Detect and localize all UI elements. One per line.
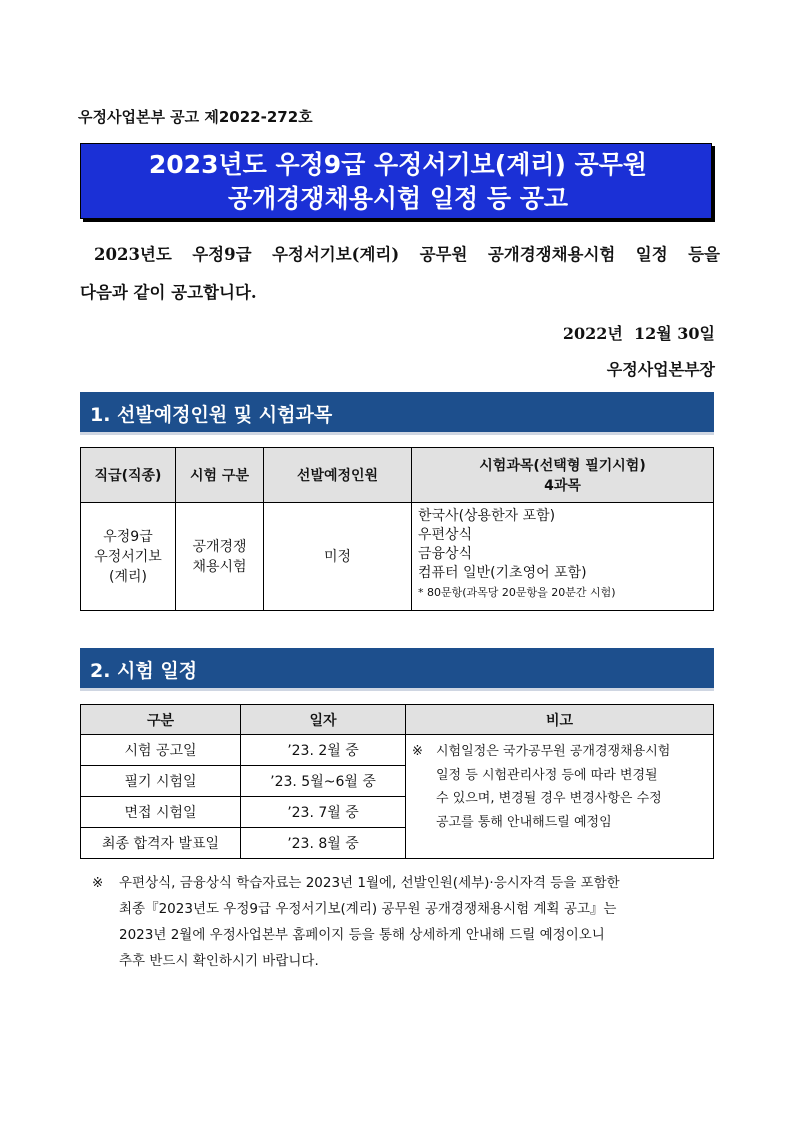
cell-grade [81, 503, 176, 611]
cell-category: 시험 공고일 [81, 735, 241, 766]
intro-word: 공무원 [419, 245, 468, 264]
col-date: 일자 [241, 705, 406, 735]
exam-type-line: 채용시험 [192, 558, 247, 575]
cell-exam-type [176, 503, 264, 611]
schedule-table [80, 704, 714, 859]
section-2-heading: 2. 시험 일정 [80, 648, 714, 688]
subject-item: 컴퓨터 일반(기초영어 포함) [418, 565, 587, 581]
reference-mark: ※ [92, 875, 104, 891]
cell-remarks [406, 735, 714, 859]
remarks-text [436, 740, 705, 834]
exam-type-line: 공개경쟁 [192, 538, 247, 555]
intro-line-2: 다음과 같이 공고합니다. [80, 283, 257, 302]
title-line-2: 공개경쟁채용시험 일정 등 공고 [227, 184, 569, 213]
cell-category: 면접 시험일 [81, 797, 241, 828]
intro-word: 우정9급 [192, 245, 252, 264]
col-grade: 직급(직종) [81, 448, 176, 503]
signer: 우정사업본부장 [606, 360, 715, 379]
footnote-text [119, 870, 716, 974]
footnote-line: 최종『2023년도 우정9급 우정서기보(계리) 공무원 공개경쟁채용시험 계획 공고』는 [119, 901, 617, 917]
col-category: 구분 [81, 705, 241, 735]
table-row [81, 503, 714, 611]
notice-number: 우정사업본부 공고 제2022-272호 [78, 108, 313, 126]
subject-item: 한국사(상용한자 포함) [418, 508, 556, 524]
cell-date: ’23. 5월~6월 중 [241, 766, 406, 797]
title-banner [80, 143, 712, 219]
section-1-heading: 1. 선발예정인원 및 시험과목 [80, 392, 714, 432]
subjects-header-line: 시험과목(선택형 필기시험) [479, 458, 646, 474]
cell-category: 최종 합격자 발표일 [81, 828, 241, 859]
remarks-line: 수 있으며, 변경될 경우 변경사항은 수정 [436, 791, 662, 806]
reference-mark: ※ [412, 744, 423, 759]
footnote-line: 추후 반드시 확인하시기 바랍니다. [119, 953, 319, 969]
cell-date: ’23. 8월 중 [241, 828, 406, 859]
grade-line: (계리) [109, 568, 147, 585]
cell-category: 필기 시험일 [81, 766, 241, 797]
intro-line-1 [80, 236, 720, 274]
col-exam-type: 시험 구분 [176, 448, 264, 503]
intro-word: 등을 [688, 245, 720, 264]
footnote [92, 870, 716, 974]
footnote-line: 우편상식, 금융상식 학습자료는 2023년 1월에, 선발인원(세부)·응시자격 등을 포함한 [119, 875, 620, 891]
selection-table [80, 447, 714, 611]
grade-line: 우정9급 [103, 528, 153, 545]
footnote-line: 2023년 2월에 우정사업본부 홈페이지 등을 통해 상세하게 안내해 드릴 예정이오니 [119, 927, 605, 943]
subjects-header-line: 4과목 [544, 478, 581, 494]
intro-word: 우정서기보(계리) [271, 245, 400, 264]
intro-paragraph [80, 236, 720, 312]
title-line-1: 2023년도 우정9급 우정서기보(계리) 공무원 [148, 150, 648, 179]
intro-word: 일정 [635, 245, 668, 264]
intro-word: 공개경쟁채용시험 [487, 245, 616, 264]
remarks-line: 공고를 통해 안내해드릴 예정임 [436, 814, 612, 830]
col-subjects [412, 448, 714, 503]
cell-date: ’23. 2월 중 [241, 735, 406, 766]
cell-subjects [412, 503, 714, 611]
remarks-line: 시험일정은 국가공무원 공개경쟁채용시험 [436, 744, 671, 759]
grade-line: 우정서기보 [94, 548, 162, 565]
announcement-date: 2022년 12월 30일 [562, 324, 715, 343]
subject-item: 우편상식 [418, 527, 473, 543]
remarks-line: 일정 등 시험관리사정 등에 따라 변경될 [436, 767, 658, 783]
subject-item: 금융상식 [418, 546, 473, 562]
cell-date: ’23. 7월 중 [241, 797, 406, 828]
intro-word: 2023년도 [94, 245, 172, 264]
cell-quota: 미정 [264, 503, 412, 611]
table-row [81, 735, 714, 766]
col-remarks: 비고 [406, 705, 714, 735]
col-quota: 선발예정인원 [264, 448, 412, 503]
subjects-note: * 80문항(과목당 20문항을 20분간 시험) [418, 586, 616, 599]
